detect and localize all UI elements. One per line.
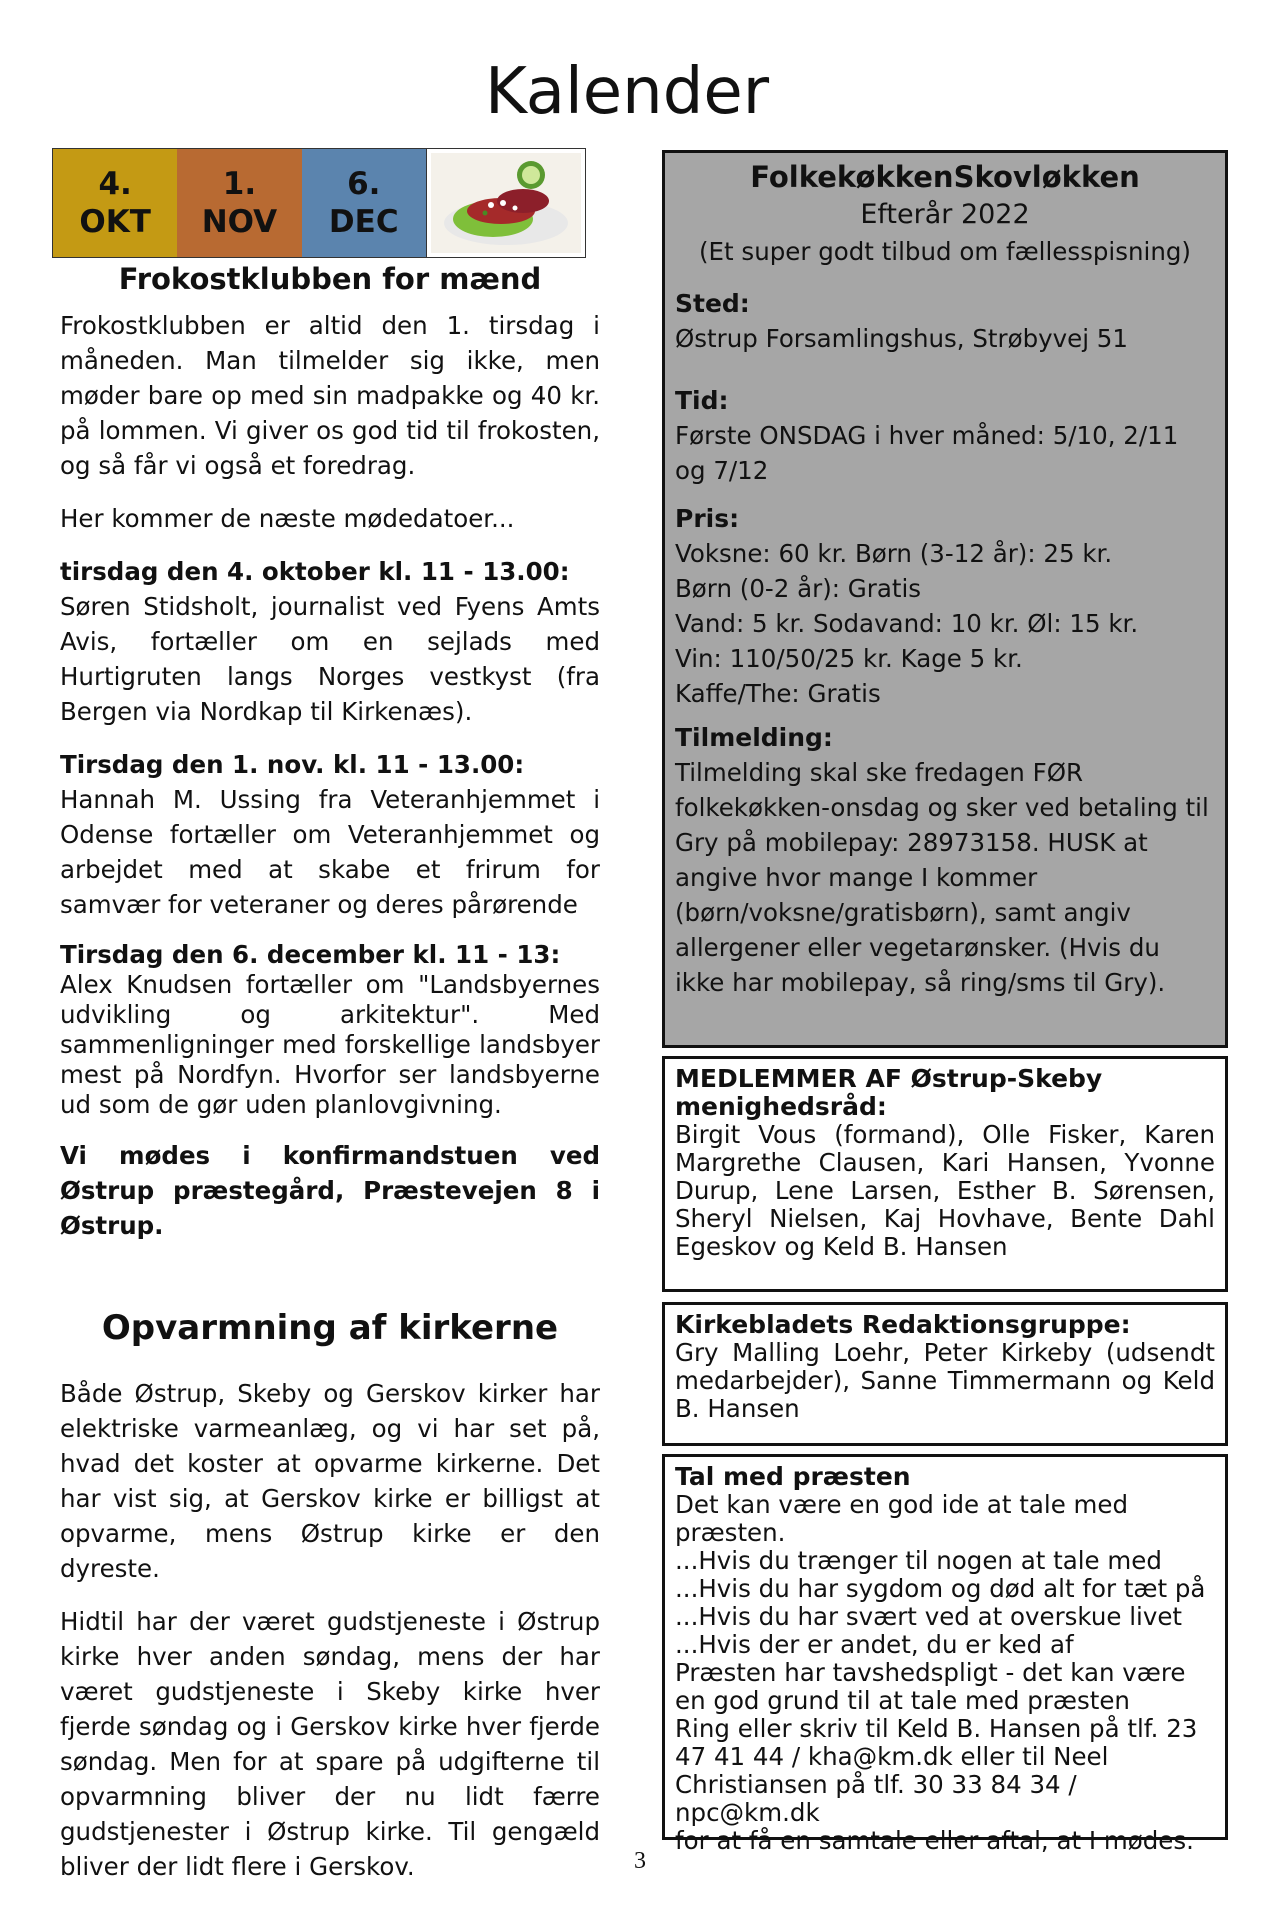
council-heading: MEDLEMMER AF Østrup-Skeby menighedsråd:	[675, 1064, 1103, 1121]
event-item	[60, 747, 600, 922]
date-day: 1.	[222, 166, 257, 202]
event-date: Tirsdag den 6. december kl. 11 - 13:	[60, 940, 561, 969]
sted-text: Østrup Forsamlingshus, Strøbyvej 51	[675, 324, 1128, 353]
editorial-box	[662, 1302, 1228, 1446]
pris-line: Voksne: 60 kr. Børn (3-12 år): 25 kr.	[675, 539, 1113, 568]
lunch-club-intro: Frokostklubben er altid den 1. tirsdag i måneden. Man tilmelder sig ikke, men møder bare op med sin madpakke og 40 kr. på lommen. Vi giver os god tid til frokosten, og så får vi også et foredrag.	[60, 311, 600, 480]
event-item	[60, 940, 600, 1120]
event-text: Søren Stidsholt, journalist ved Fyens Amts Avis, fortæller om en sejlads med Hurtigruten langs Norges vestkyst (fra Bergen via Nordkap til Kirkenæs).	[60, 592, 600, 726]
folkekokken-box	[662, 150, 1228, 1048]
priest-line: ...Hvis du har svært ved at overskue livet	[675, 1602, 1183, 1631]
priest-box	[662, 1454, 1228, 1855]
priest-line: ...Hvis du har sygdom og død alt for tæt på	[675, 1574, 1206, 1603]
date-month: NOV	[201, 204, 278, 240]
council-members: Birgit Vous (formand), Olle Fisker, Karen Margrethe Clausen, Kari Hansen, Yvonne Durup, Lene Larsen, Esther B. Sørensen, Sheryl Nielsen, Kaj Hovhave, Bente Dahl Egeskov og Keld B. Hansen	[675, 1120, 1215, 1261]
date-day: 6.	[347, 166, 381, 202]
date-banner	[52, 148, 586, 258]
tid-label: Tid:	[675, 386, 729, 415]
pris-line: Kaffe/The: Gratis	[675, 679, 881, 708]
page-number: 3	[634, 1848, 646, 1874]
priest-line: Præsten har tavshedspligt - det kan være en god grund til at tale med præsten	[675, 1658, 1186, 1715]
tilmelding-text: Tilmelding skal ske fredagen FØR folkekøkken-onsdag og sker ved betaling til Gry på mobilepay: 28973158. HUSK at angive hvor mange I kommer (børn/voksne/gratisbørn), samt angiv allergener eller vegetarønsker. (Hvis du ikke har mobilepay, så ring/sms til Gry).	[675, 758, 1209, 997]
priest-line: ...Hvis der er andet, du er ked af	[675, 1630, 1074, 1659]
pris-list	[675, 536, 1215, 711]
sted-label: Sted:	[675, 289, 750, 318]
date-box-nov	[177, 149, 301, 257]
priest-line: ...Hvis du trænger til nogen at tale med	[675, 1546, 1162, 1575]
tid-text: Første ONSDAG i hver måned: 5/10, 2/11 og 7/12	[675, 421, 1179, 485]
priest-line: Det kan være en god ide at tale med præsten.	[675, 1490, 1129, 1547]
editorial-heading: Kirkebladets Redaktionsgruppe:	[675, 1310, 1131, 1339]
food-image	[426, 149, 585, 257]
priest-heading: Tal med præsten	[675, 1462, 911, 1491]
council-box	[662, 1056, 1228, 1292]
tilmelding-label: Tilmelding:	[675, 723, 833, 752]
priest-line: Ring eller skriv til Keld B. Hansen på tlf. 23 47 41 44 / kha@km.dk eller til Neel Christiansen på tlf. 30 33 84 34 / npc@km.dk	[675, 1714, 1198, 1827]
lunch-club-dates-intro: Her kommer de næste mødedatoer...	[60, 504, 515, 533]
heating-section	[60, 1308, 600, 1902]
priest-lines	[675, 1491, 1215, 1855]
salad-plate-icon	[431, 153, 581, 253]
lunch-club-section	[60, 262, 600, 1261]
pris-line: Børn (0-2 år): Gratis	[675, 574, 922, 603]
event-item	[60, 554, 600, 729]
folkekokken-title: FolkekøkkenSkovløkken	[750, 160, 1140, 194]
date-month: OKT	[79, 204, 151, 240]
pris-line: Vin: 110/50/25 kr. Kage 5 kr.	[675, 644, 1023, 673]
date-month: DEC	[328, 204, 399, 240]
pris-line: Vand: 5 kr. Sodavand: 10 kr. Øl: 15 kr.	[675, 609, 1139, 638]
folkekokken-subtitle: Efterår 2022	[860, 199, 1030, 230]
event-date: tirsdag den 4. oktober kl. 11 - 13.00:	[60, 557, 570, 586]
pris-label: Pris:	[675, 504, 740, 533]
date-box-dec	[302, 149, 426, 257]
folkekokken-note: (Et super godt tilbud om fællesspisning)	[699, 237, 1191, 266]
lunch-club-heading: Frokostklubben for mænd	[118, 262, 542, 296]
heating-paragraph-1: Både Østrup, Skeby og Gerskov kirker har elektriske varmeanlæg, og vi har set på, hvad det koster at opvarme kirkerne. Det har vist sig, at Gerskov kirke er billigst at opvarme, mens Østrup kirke er den dyreste.	[60, 1379, 600, 1583]
meeting-location: Vi mødes i konfirmandstuen ved Østrup præstegård, Præstevejen 8 i Østrup.	[60, 1141, 600, 1240]
date-box-oct	[53, 149, 177, 257]
heating-paragraph-2: Hidtil har der været gudstjeneste i Østrup kirke hver anden søndag, mens der har været gudstjeneste i Skeby kirke hver fjerde søndag og i Gerskov kirke hver fjerde søndag. Men for at spare på udgifterne til opvarmning bliver der nu lidt færre gudstjenester i Østrup kirke. Til gengæld bliver der lidt flere i Gerskov.	[60, 1607, 600, 1881]
event-text: Alex Knudsen fortæller om "Landsbyernes udvikling og arkitektur". Med sammenligninger med forskellige landsbyer mest på Nordfyn. Hvorfor ser landsbyerne ud som de gør uden planlovgivning.	[60, 970, 600, 1119]
heating-heading: Opvarmning af kirkerne	[101, 1308, 559, 1348]
editorial-members: Gry Malling Loehr, Peter Kirkeby (udsendt medarbejder), Sanne Timmermann og Keld B. Hansen	[675, 1338, 1215, 1423]
priest-line: for at få en samtale eller aftal, at I mødes.	[675, 1826, 1194, 1855]
event-text: Hannah M. Ussing fra Veteranhjemmet i Odense fortæller om Veteranhjemmet og arbejdet med at skabe et frirum for samvær for veteraner og deres pårørende	[60, 785, 600, 919]
page-title: Kalender	[484, 55, 770, 129]
date-day: 4.	[98, 166, 132, 202]
event-date: Tirsdag den 1. nov. kl. 11 - 13.00:	[60, 750, 525, 779]
